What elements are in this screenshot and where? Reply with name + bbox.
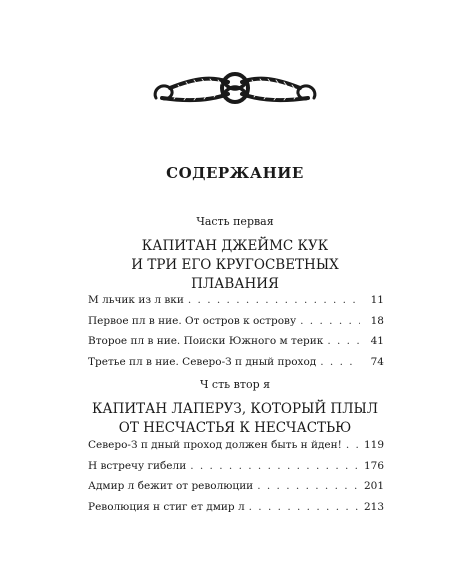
part-title-line: КАПИТАН ДЖЕЙМС КУК [141, 238, 329, 254]
part-title-line: КАПИТАН ЛАПЕРУЗ, КОТОРЫЙ ПЛЫЛ [91, 401, 379, 417]
part-title-1 [0, 237, 470, 294]
part-title-line: ОТ НЕСЧАСТЬЯ К НЕСЧАСТЬЮ [118, 420, 352, 436]
toc-list-part-2 [88, 439, 384, 521]
toc-entry-title: Северо-З п дный проход должен быть н йден! [88, 439, 342, 451]
toc-entry[interactable] [88, 294, 384, 315]
toc-entry[interactable] [88, 315, 384, 336]
toc-entry-title: Революция н стиг ет дмир л [88, 500, 245, 513]
toc-entry[interactable] [88, 480, 384, 501]
toc-entry-title: Второе пл в ние. Поиски Южного м терик [88, 335, 324, 347]
toc-leader-dots [300, 315, 360, 327]
toc-entry-title: М льчик из л вки [88, 294, 184, 306]
part-title-line: ПЛАВАНИЯ [191, 276, 279, 292]
toc-entry[interactable] [88, 501, 384, 522]
part-label-2: Ч сть втор я [199, 378, 271, 391]
toc-leader-dots [190, 460, 360, 472]
toc-entry[interactable] [88, 356, 384, 377]
part-label-1: Часть первая [196, 215, 274, 228]
toc-leader-dots [188, 294, 360, 306]
toc-entry-title: Адмир л бежит от революции [88, 480, 254, 492]
page-title: СОДЕРЖАНИЕ [166, 164, 304, 182]
toc-entry-page: 176 [363, 459, 384, 472]
rope-knot-icon [150, 68, 320, 110]
part-title-line: И ТРИ ЕГО КРУГОСВЕТНЫХ [131, 257, 339, 273]
toc-leader-dots [257, 480, 360, 492]
toc-leader-dots [346, 439, 360, 451]
toc-entry-page: 74 [370, 355, 384, 368]
toc-entry-page: 18 [370, 314, 384, 327]
toc-list-part-1 [88, 294, 384, 376]
toc-entry-page: 119 [363, 439, 384, 451]
toc-entry[interactable] [88, 335, 384, 356]
toc-entry-title: Н встречу гибели [88, 459, 187, 472]
toc-entry[interactable] [88, 460, 384, 481]
toc-entry-page: 213 [363, 500, 384, 513]
toc-leader-dots [249, 501, 360, 513]
toc-entry-page: 41 [370, 335, 384, 347]
toc-entry[interactable] [88, 439, 384, 460]
toc-entry-page: 201 [363, 480, 384, 492]
toc-leader-dots [327, 335, 360, 347]
part-title-2 [0, 400, 470, 438]
toc-entry-title: Первое пл в ние. От остров к острову [88, 314, 297, 327]
toc-entry-page: 11 [370, 294, 384, 306]
toc-leader-dots [320, 356, 360, 368]
toc-entry-title: Третье пл в ние. Северо-З п дный проход [88, 355, 317, 368]
